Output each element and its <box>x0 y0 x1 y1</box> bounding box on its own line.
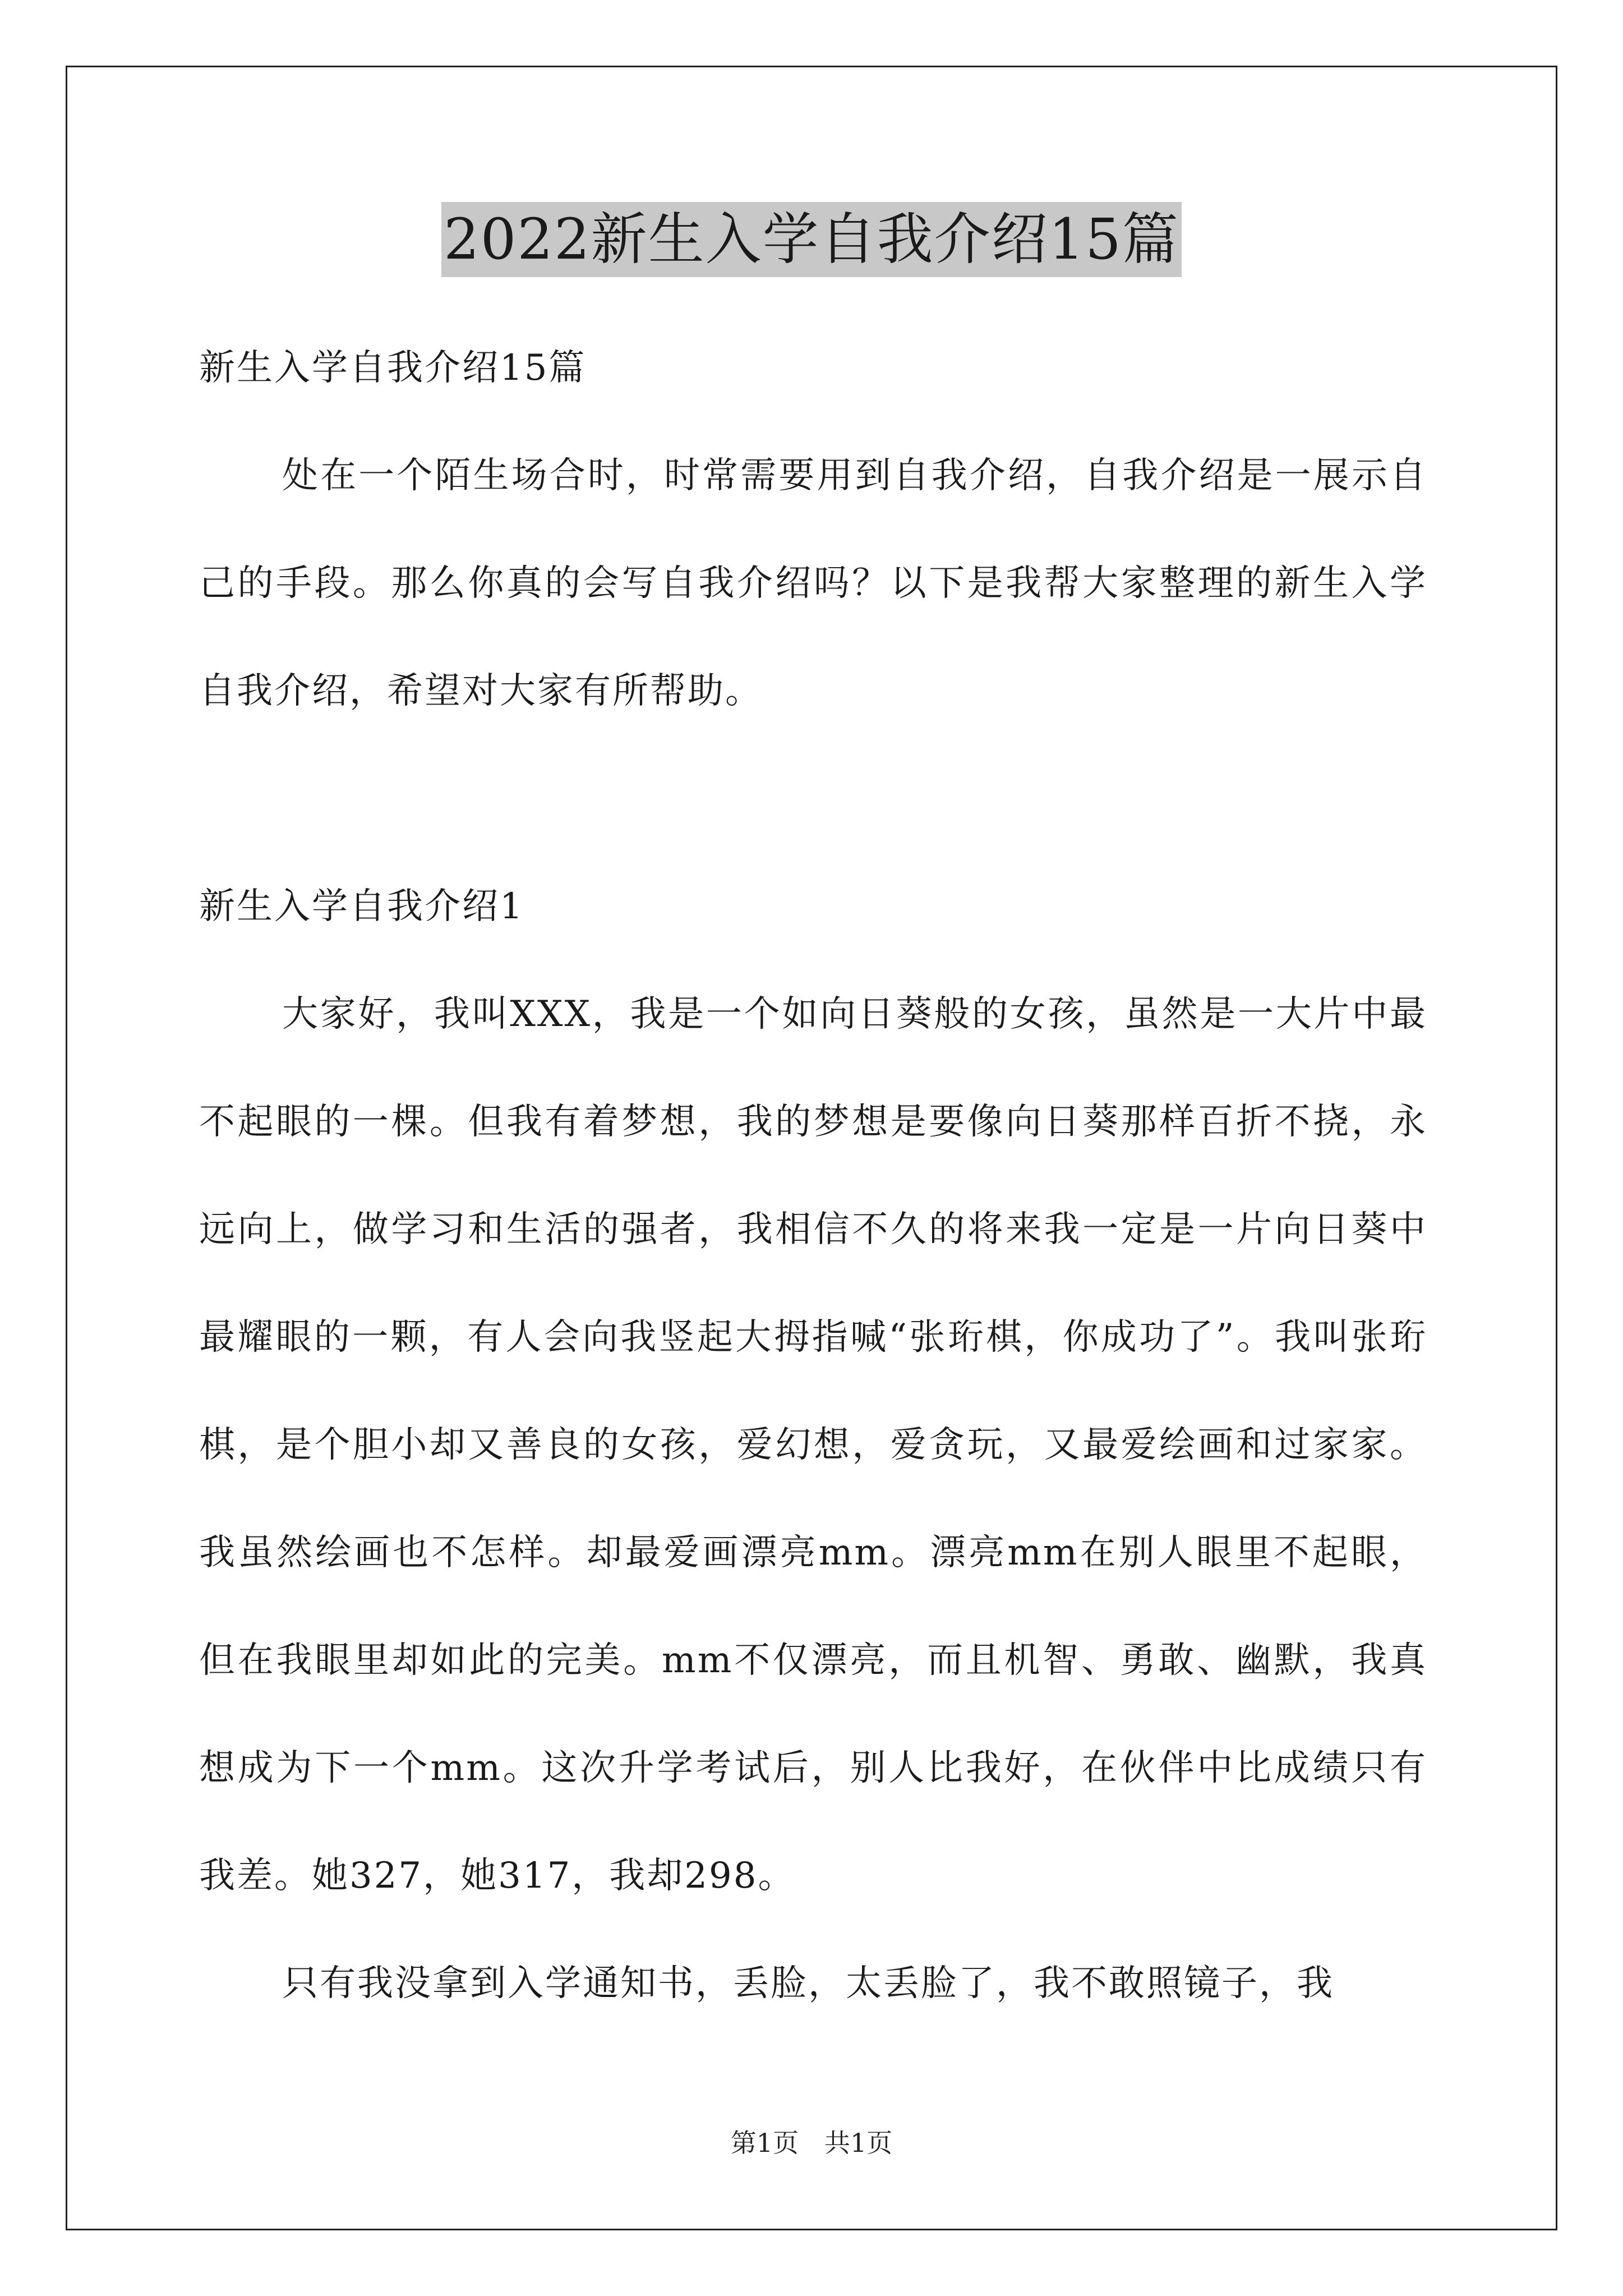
intro-paragraph: 处在一个陌生场合时，时常需要用到自我介绍，自我介绍是一展示自己的手段。那么你真的会写自我介绍吗？以下是我帮大家整理的新生入学自我介绍，希望对大家有所帮助。 <box>199 455 1427 712</box>
section-heading: 新生入学自我介绍15篇 <box>199 347 587 389</box>
document-body <box>199 314 1427 2037</box>
document-title <box>0 202 1623 277</box>
document-title-text: 2022新生入学自我介绍15篇 <box>441 202 1182 277</box>
section-heading: 新生入学自我介绍1 <box>199 886 524 927</box>
body-paragraph: 大家好，我叫XXX，我是一个如向日葵般的女孩，虽然是一大片中最不起眼的一棵。但我有着梦想，我的梦想是要像向日葵那样百折不挠，永远向上，做学习和生活的强者，我相信不久的将来我一定是一片向日葵中最耀眼的一颗，有人会向我竖起大拇指喊“张珩棋，你成功了”。我叫张珩棋，是个胆小却又善良的女孩，爱幻想，爱贪玩，又最爱绘画和过家家。我虽然绘画也不怎样。却最爱画漂亮mm。漂亮mm在别人眼里不起眼，但在我眼里却如此的完美。mm不仅漂亮，而且机智、勇敢、幽默，我真想成为下一个mm。这次升学考试后，别人比我好，在伙伴中比成绩只有我差。她327，她317，我却298。 <box>199 993 1427 1897</box>
body-paragraph: 只有我没拿到入学通知书，丢脸，太丢脸了，我不敢照镜子，我 <box>282 1963 1334 2004</box>
page-number-footer: 第1页 共1页 <box>730 2128 893 2158</box>
paragraph-gap <box>199 745 1427 853</box>
